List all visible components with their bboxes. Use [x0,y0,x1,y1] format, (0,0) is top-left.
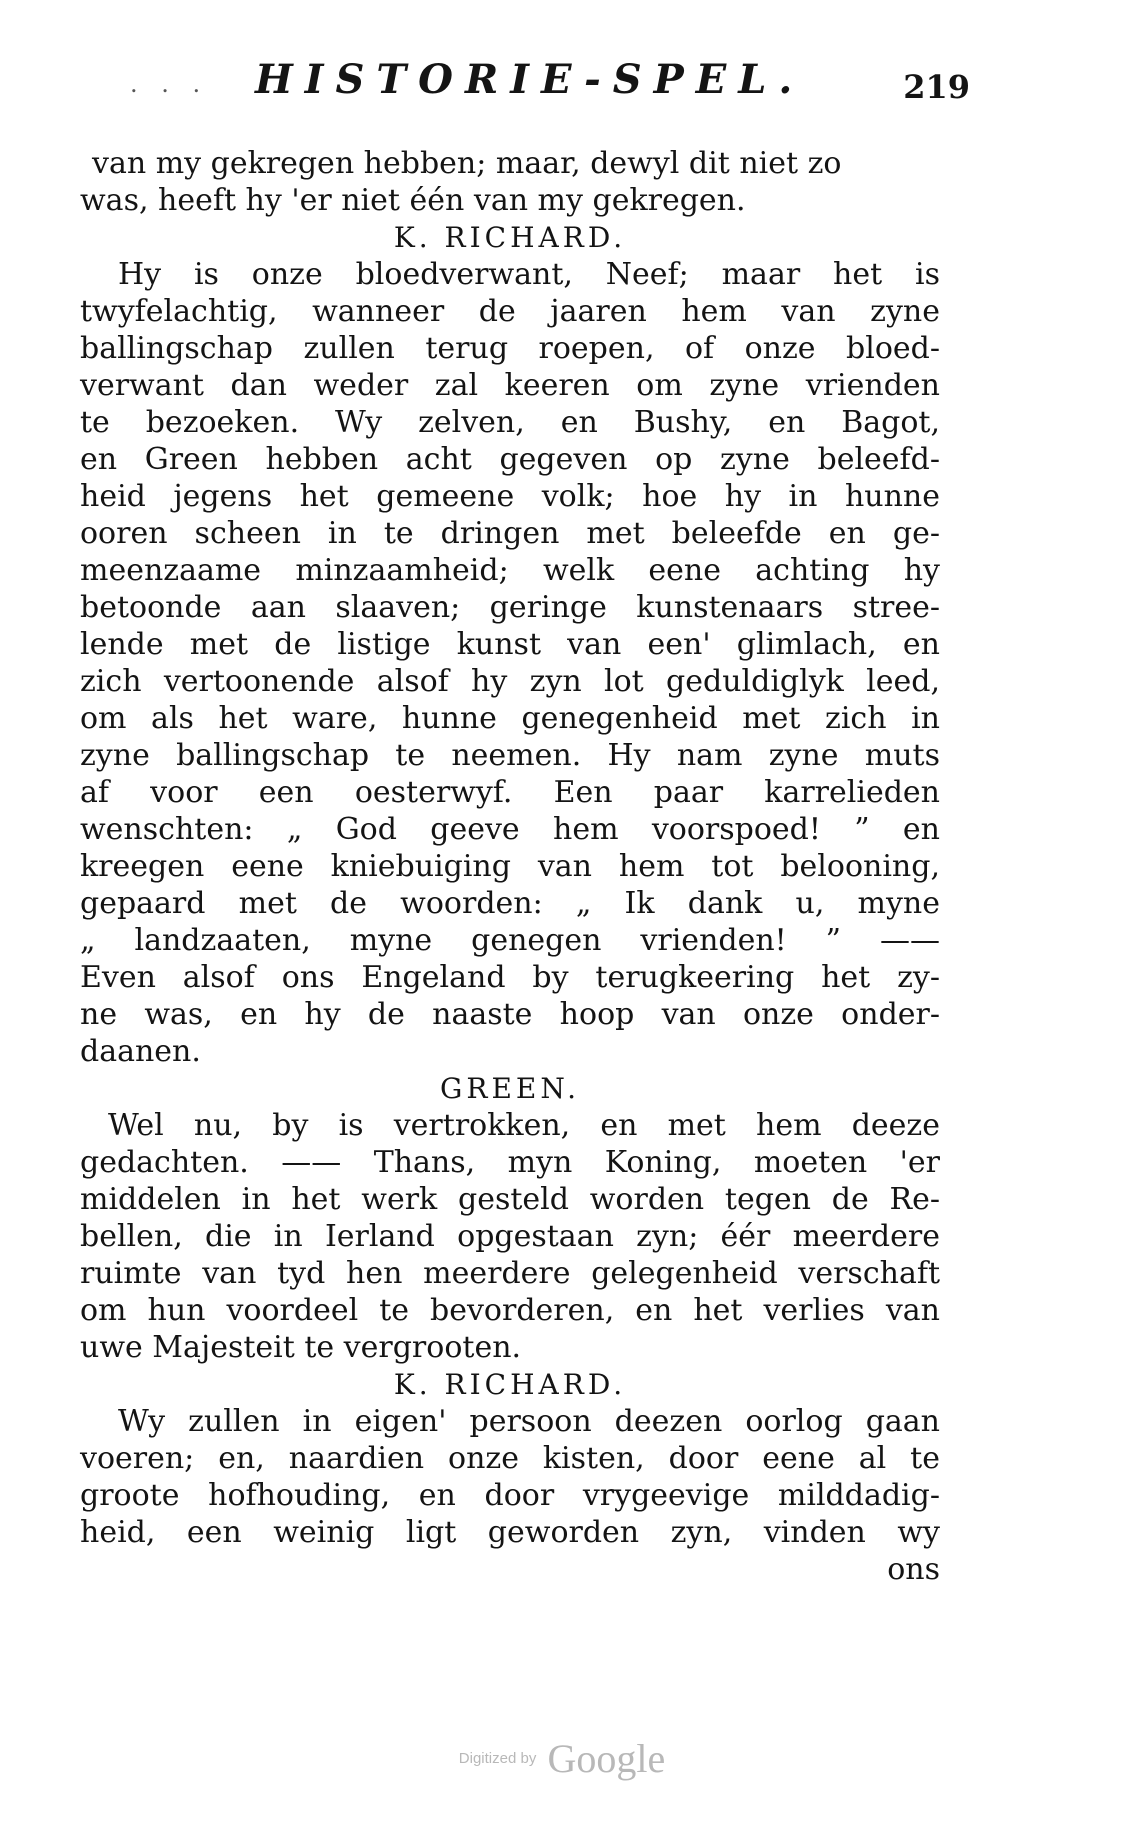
text-line: heid jegens het gemeene volk; hoe hy in hunne [80,479,940,514]
text-line: uwe Majesteit te vergrooten. [80,1330,522,1365]
text-line: Wel nu, by is vertrokken, en met hem deeze [108,1108,940,1143]
digitized-by-watermark [0,1735,1124,1782]
text-line: middelen in het werk gesteld worden tegen de Re- [80,1182,940,1217]
text-line: ne was, en hy de naaste hoop van onze onder- [80,997,940,1032]
header-dots: . . . [130,70,209,98]
text-line: „ landzaaten, myne genegen vrienden! ” —— [80,923,940,958]
speaker-name: K. RICHARD. [393,221,627,254]
google-logo: Google [547,1736,666,1781]
body-text [80,145,940,1588]
text-line: heid, een weinig ligt geworden zyn, vinden wy [80,1515,940,1550]
speaker-name: GREEN. [440,1072,580,1105]
text-line: betoonde aan slaaven; geringe kunstenaars stree- [80,590,940,625]
text-line: lende met de listige kunst van een' glimlach, en [80,627,940,662]
text-line: kreegen eene kniebuiging van hem tot belooning, [80,849,940,884]
text-line: ooren scheen in te dringen met beleefde en ge- [80,516,940,551]
text-line: ruimte van tyd hen meerdere gelegenheid verschaft [80,1256,940,1291]
text-line: en Green hebben acht gegeven op zyne beleefd- [80,442,940,477]
speaker-name: K. RICHARD. [393,1368,627,1401]
page-number: 219 [903,68,970,106]
text-line: meenzaame minzaamheid; welk eene achting hy [80,553,940,588]
text-line: Even alsof ons Engeland by terugkeering het zy- [80,960,940,995]
text-line: om als het ware, hunne genegenheid met zich in [80,701,940,736]
text-line: van my gekregen hebben; maar, dewyl dit niet zo [92,146,842,181]
text-line: gepaard met de woorden: „ Ik dank u, myne [80,886,940,921]
text-line: gedachten. —— Thans, myn Koning, moeten 'er [80,1145,940,1180]
text-line: was, heeft hy 'er niet één van my gekregen. [80,183,746,218]
catchword: ons [887,1552,940,1587]
watermark-prefix: Digitized by [458,1750,537,1767]
text-line: af voor een oesterwyf. Een paar karrelieden [80,775,940,810]
text-line: ballingschap zullen terug roepen, of onze bloed- [80,331,940,366]
running-head [90,52,970,106]
running-title: HISTORIE-SPEL. [255,56,805,103]
text-line: wenschten: „ God geeve hem voorspoed! ” en [80,812,940,847]
text-line: om hun voordeel te bevorderen, en het verlies van [80,1293,940,1328]
text-line: zyne ballingschap te neemen. Hy nam zyne muts [80,738,940,773]
text-line: te bezoeken. Wy zelven, en Bushy, en Bagot, [80,405,940,440]
text-line: Wy zullen in eigen' persoon deezen oorlog gaan [118,1404,940,1439]
text-line: twyfelachtig, wanneer de jaaren hem van zyne [80,294,940,329]
text-line: Hy is onze bloedverwant, Neef; maar het is [118,257,940,292]
text-line: zich vertoonende alsof hy zyn lot geduldiglyk leed, [80,664,940,699]
text-line: bellen, die in Ierland opgestaan zyn; éér meerdere [80,1219,940,1254]
text-line: daanen. [80,1034,201,1069]
text-line: verwant dan weder zal keeren om zyne vrienden [80,368,940,403]
text-line: groote hofhouding, en door vrygeevige milddadig- [80,1478,940,1513]
text-line: voeren; en, naardien onze kisten, door eene al te [80,1441,940,1476]
